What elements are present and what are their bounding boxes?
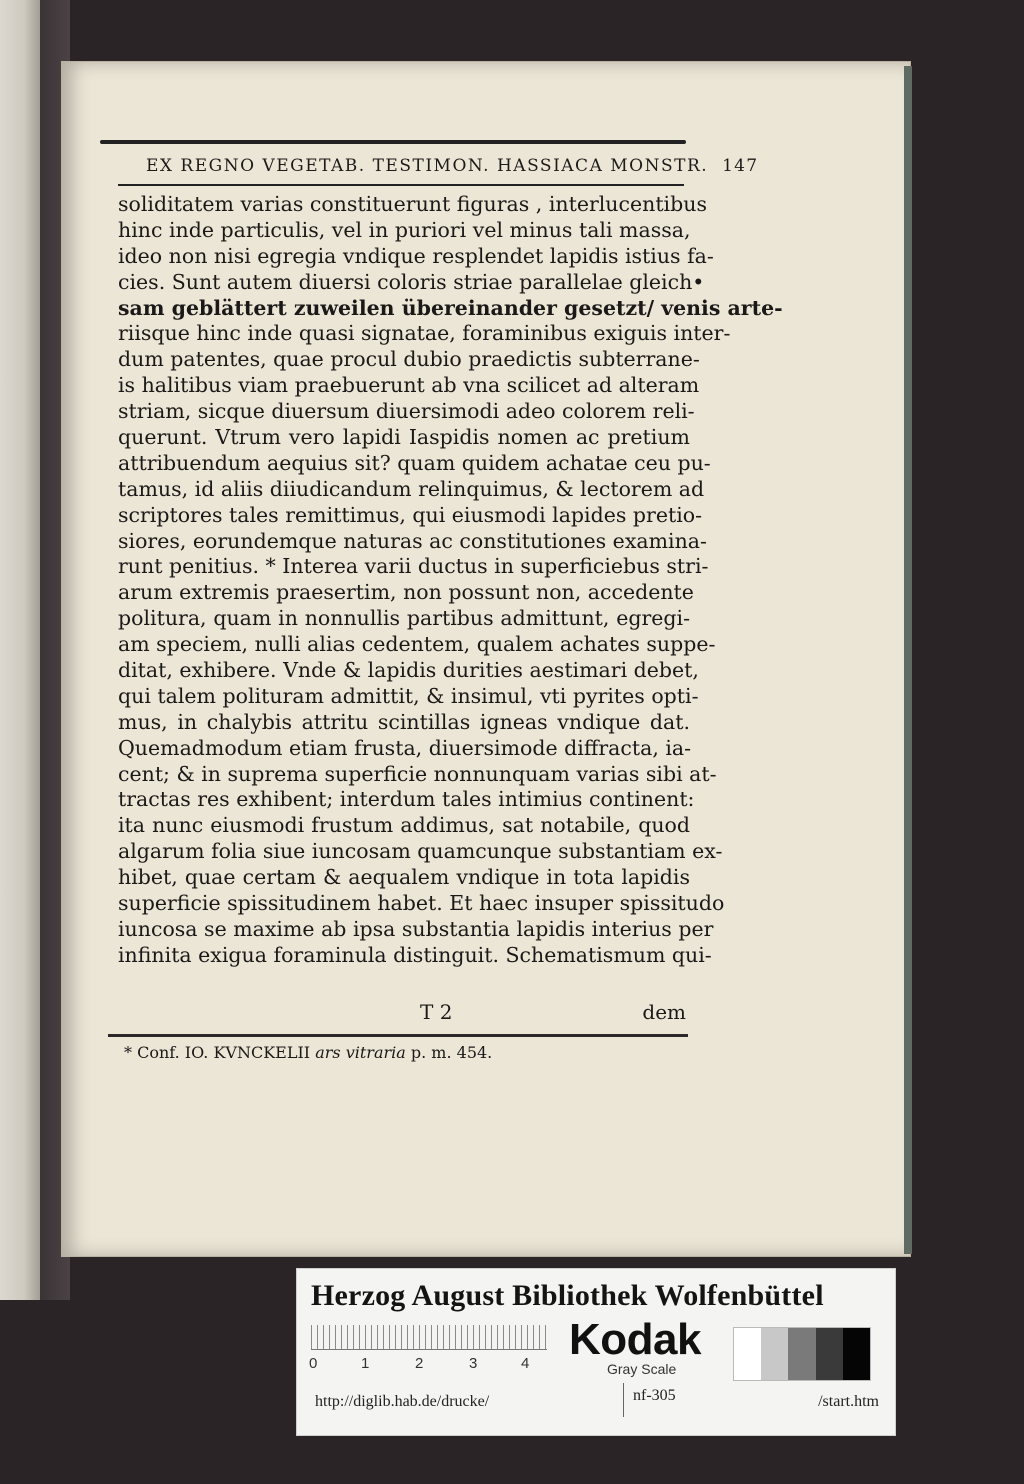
gray-patch xyxy=(843,1328,870,1380)
signature-mark: T 2 xyxy=(420,1000,453,1024)
gray-patch xyxy=(734,1328,761,1380)
text-line-fraktur: sam geblättert zuweilen übereinander gesetzt/ venis arte- xyxy=(118,295,783,320)
gray-scale-patches xyxy=(733,1327,871,1381)
ruler-tick-label: 2 xyxy=(415,1355,424,1372)
text-line: striam, sicque diuersum diuersimodi adeo colorem reli- xyxy=(118,399,695,424)
gray-scale-caption: Gray Scale xyxy=(607,1361,677,1377)
text-line: politura, quam in nonnullis partibus admittunt, egregi- xyxy=(118,606,690,631)
text-line: cent; & in suprema superficie nonnunquam varias sibi at- xyxy=(118,761,717,786)
text-line: infinita exigua foraminula distinguit. Schematismum qui- xyxy=(118,942,712,967)
footnote-text: Conf. IO. KVNCKELII xyxy=(137,1043,311,1062)
text-line: querunt. Vtrum vero lapidi Iaspidis nomen ac pretium xyxy=(118,425,690,450)
ruler-tick-label: 4 xyxy=(521,1355,530,1372)
footnote-italic: ars vitraria xyxy=(315,1043,406,1062)
text-line: am speciem, nulli alias cedentem, qualem achates suppe- xyxy=(118,632,716,657)
text-line: attribuendum aequius sit? quam quidem achatae ceu pu- xyxy=(118,450,711,475)
text-line: riisque hinc inde quasi signatae, foraminibus exiguis inter- xyxy=(118,321,731,346)
gray-patch xyxy=(816,1328,843,1380)
text-line: tamus, id aliis diiudicandum relinquimus, & lectorem ad xyxy=(118,476,705,501)
catch-row xyxy=(118,1000,690,1026)
text-line: ita nunc eiusmodi frustum addimus, sat notabile, quod xyxy=(118,813,690,838)
gray-patch xyxy=(761,1328,788,1380)
library-label-card xyxy=(296,1268,896,1436)
header-rule-bottom xyxy=(118,184,684,186)
text-line: superficie spissitudinem habet. Et haec insuper spissitudo xyxy=(118,891,725,916)
text-line: dum patentes, quae procul dubio praedictis subterrane- xyxy=(118,347,700,372)
page-right-edge xyxy=(904,66,912,1254)
text-line: ditat, exhibere. Vnde & lapidis durities aestimari debet, xyxy=(118,658,699,683)
text-line: mus, in chalybis attritu scintillas igneas vndique dat. xyxy=(118,709,690,734)
text-line: algarum folia siue iuncosam quamcunque substantiam ex- xyxy=(118,839,723,864)
kodak-logo: Kodak xyxy=(569,1315,701,1364)
ruler-tick-label: 0 xyxy=(309,1355,318,1372)
text-line: is halitibus viam praebuerunt ab vna scilicet ad alteram xyxy=(118,373,700,398)
label-divider xyxy=(623,1383,624,1417)
text-line: runt penitius. * Interea varii ductus in superficiebus stri- xyxy=(118,554,709,579)
text-line: hinc inde particulis, vel in puriori vel minus tali massa, xyxy=(118,217,691,242)
ruler-tick-label: 3 xyxy=(469,1355,478,1372)
catchword: dem xyxy=(642,1000,686,1024)
url-base: http://diglib.hab.de/drucke/ xyxy=(315,1393,490,1410)
ruler-scale xyxy=(311,1325,547,1350)
gray-patch xyxy=(788,1328,815,1380)
text-line: iuncosa se maxime ab ipsa substantia lapidis interius per xyxy=(118,916,714,941)
footnote-end: p. m. 454. xyxy=(410,1043,493,1062)
running-head-title: EX REGNO VEGETAB. TESTIMON. HASSIACA MONSTR. xyxy=(146,156,709,176)
library-name: Herzog August Bibliothek Wolfenbüttel xyxy=(311,1279,824,1312)
text-line: tractas res exhibent; interdum tales intimius continent: xyxy=(118,787,695,812)
page-number: 147 xyxy=(722,156,759,176)
text-line: Quemadmodum etiam frusta, diuersimode diffracta, ia- xyxy=(118,735,692,760)
footnote-mark: * xyxy=(124,1043,132,1062)
text-line: arum extremis praesertim, non possunt non, accedente xyxy=(118,580,694,605)
ruler-tick-label: 1 xyxy=(361,1355,370,1372)
footnote-rule xyxy=(108,1034,688,1037)
header-rule-top xyxy=(100,140,686,144)
footnote xyxy=(124,1043,492,1062)
text-line: siores, eorundemque naturas ac constitutiones examina- xyxy=(118,528,707,553)
shelfmark: nf-305 xyxy=(633,1387,676,1404)
text-line: soliditatem varias constituerunt figuras , interlucentibus xyxy=(118,192,707,216)
url-suffix: /start.htm xyxy=(818,1393,879,1410)
running-head xyxy=(146,156,759,176)
text-line: qui talem polituram admittit, & insimul, vti pyrites opti- xyxy=(118,683,699,708)
text-line: ideo non nisi egregia vndique resplendet lapidis istius fa- xyxy=(118,243,714,268)
text-line: scriptores tales remittimus, qui eiusmodi lapides pretio- xyxy=(118,502,703,527)
body-text xyxy=(118,192,783,969)
text-line: cies. Sunt autem diuersi coloris striae parallelae gleich• xyxy=(118,269,705,294)
text-line: hibet, quae certam & aequalem vndique in tota lapidis xyxy=(118,865,690,890)
